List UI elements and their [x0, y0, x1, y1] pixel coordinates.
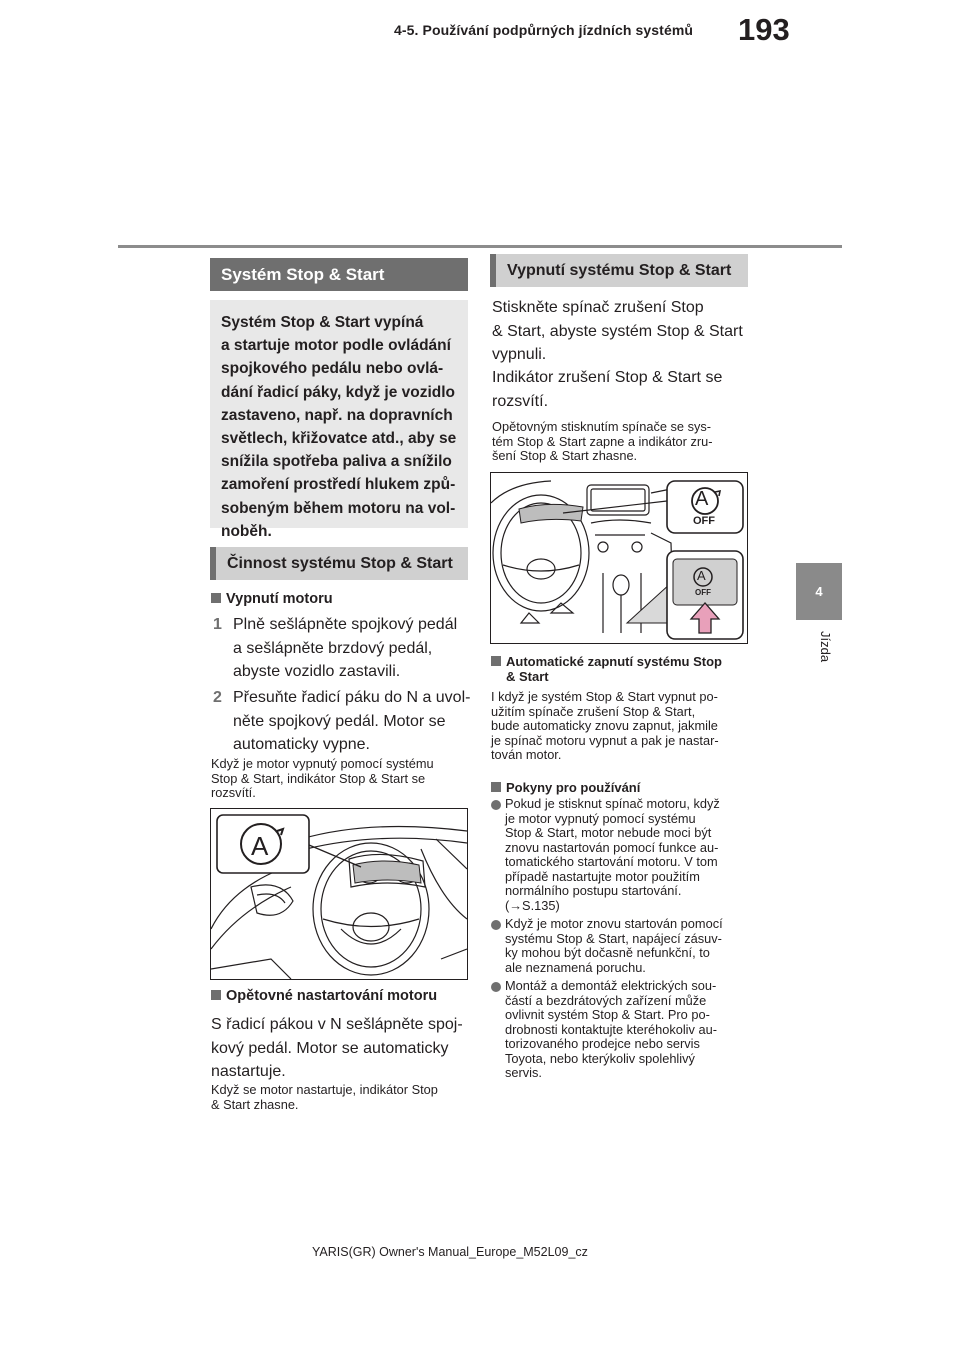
indicator-text [492, 366, 754, 413]
bullet-line: Pokud je stisknut spínač motoru, když [505, 796, 720, 811]
bullet-line: případě nastartujte motor použitím [505, 868, 700, 884]
list-item [491, 797, 755, 913]
intro-line: Systém Stop & Start vypíná [221, 314, 424, 331]
bullet-dot-icon [491, 800, 501, 810]
indicator-a-label: A [695, 488, 709, 510]
note-line: šení Stop & Start zhasne. [492, 448, 638, 463]
indicator-line: rozsvítí. [492, 392, 549, 410]
engine-off-note [211, 757, 473, 801]
disable-line: & Start, abyste systém Stop & Start [492, 322, 743, 340]
auto-on-heading: Automatické zapnutí systému Stop & Start [491, 654, 753, 684]
bullet-line: drobnosti kontaktujte kteréhokoliv au- [505, 1021, 717, 1037]
restart-line: S řadicí pákou v N sešlápněte spoj- [211, 1016, 463, 1033]
bullet-dot-icon [491, 920, 501, 930]
step-line: Přesuňte řadicí páku do N a uvol- [233, 689, 471, 706]
dashboard-illustration [210, 808, 468, 980]
switch-a-label: A [697, 568, 706, 583]
square-bullet-icon [491, 656, 501, 666]
note-line: Opětovným stisknutím spínače se sys- [492, 419, 712, 434]
bullet-line: (→S.135) [505, 897, 560, 913]
bullet-line: znovu nastartován pomocí funkce au- [505, 839, 719, 855]
square-bullet-icon [211, 990, 221, 1000]
auto-on-line: je spínač motoru vypnut a pak je nastar- [491, 732, 719, 748]
list-item [491, 917, 755, 975]
switch-off-label: OFF [695, 588, 711, 597]
operation-title: Činnost systému Stop & Start [210, 547, 468, 580]
step-number: 1 [213, 616, 222, 633]
steering-wheel-illustration [211, 809, 467, 979]
intro-line: zastaveno, např. na dopravních [221, 406, 453, 424]
restart-line: kový pedál. Motor se automaticky [211, 1039, 449, 1057]
disable-line: Stiskněte spínač zrušení Stop [492, 299, 704, 316]
step-number: 2 [213, 689, 222, 706]
note-line: tém Stop & Start zapne a indikátor zru- [492, 433, 713, 449]
step-line: a sešlápněte brzdový pedál, [233, 639, 433, 657]
bullet-line: Když je motor znovu startován pomocí [505, 916, 723, 931]
bullet-line: ovlivnit systém Stop & Start. Pro po- [505, 1007, 710, 1022]
note-line: Když je motor vypnutý pomocí systému [211, 756, 434, 771]
intro-line: zamoření prostředí hlukem způ- [221, 476, 456, 494]
auto-on-line: tován motor. [491, 747, 562, 762]
chapter-tab[interactable]: 4 [796, 563, 842, 620]
step-line: abyste vozidlo zastavili. [233, 663, 401, 680]
intro-line: snížila spotřeba paliva a snížilo [221, 453, 452, 471]
bullet-line: Toyota, nebo kterýkoliv spolehlivý [505, 1050, 695, 1066]
step-line: Plně sešlápněte spojkový pedál [233, 616, 458, 633]
bullet-line: ale neznamená poruchu. [505, 959, 646, 975]
note-line: Když se motor nastartuje, indikátor Stop [211, 1082, 438, 1097]
bullet-line: servis. [505, 1065, 542, 1080]
intro-line: sobeným během motoru na vol- [221, 499, 456, 517]
intro-line: noběh. [221, 522, 272, 540]
bullet-dot-icon [491, 982, 501, 992]
engine-off-heading: Vypnutí motoru [211, 591, 333, 607]
intro-line: a startuje motor podle ovládání [221, 337, 451, 355]
dashboard-switch-illustration [491, 473, 747, 643]
note-line: rozsvítí. [211, 785, 256, 800]
intro-line: světlech, křižovatce atd., aby se [221, 430, 457, 448]
bullet-line: je motor vypnutý pomocí systému [505, 810, 696, 826]
auto-on-line: užitím spínače zrušení Stop & Start, [491, 703, 696, 719]
restart-line: nastartuje. [211, 1063, 286, 1080]
auto-on-text [491, 690, 753, 763]
switch-illustration [490, 472, 748, 644]
note-line: & Start zhasne. [211, 1096, 299, 1112]
bullet-line: ky mohou být dočasně nefunkční, to [505, 945, 710, 960]
restart-note [211, 1083, 473, 1112]
auto-on-heading-line: & Start [506, 669, 549, 684]
repress-note [492, 420, 754, 464]
step-line: automaticky vypne. [233, 736, 370, 753]
footer-text: YARIS(GR) Owner's Manual_Europe_M52L09_cz [312, 1245, 588, 1259]
bullet-line: systému Stop & Start, napájecí zásuv- [505, 930, 722, 946]
page-number: 193 [738, 12, 790, 47]
restart-text [211, 1013, 473, 1084]
section-header: 4-5. Používání podpůrných jízdních systémů [394, 22, 694, 38]
step-2 [213, 686, 475, 757]
square-bullet-icon [211, 593, 221, 603]
header-rule [118, 245, 842, 248]
bullet-line: Montáž a demontáž elektrických sou- [505, 978, 717, 993]
indicator-off-label: OFF [693, 515, 715, 527]
bullet-line: normálního postupu startování. [505, 883, 682, 898]
disable-line: vypnuli. [492, 346, 547, 363]
instructions-list [491, 797, 755, 1085]
intro-line: dání řadicí páky, když je vozidlo [221, 383, 456, 401]
instructions-heading: Pokyny pro používání [491, 780, 640, 795]
intro-box [210, 300, 468, 540]
note-line: Stop & Start, indikátor Stop & Start se [211, 770, 426, 786]
list-item [491, 979, 755, 1081]
bullet-line: částí a bezdrátových zařízení může [505, 992, 707, 1008]
step-line: něte spojkový pedál. Motor se [233, 712, 446, 730]
disable-title: Vypnutí systému Stop & Start [490, 254, 748, 287]
indicator-line: Indikátor zrušení Stop & Start se [492, 369, 723, 386]
step-1 [213, 613, 475, 684]
intro-line: spojkového pedálu nebo ovlá- [221, 360, 444, 378]
bullet-line: torizovaného prodejce nebo servis [505, 1036, 700, 1051]
main-title: Systém Stop & Start [210, 258, 468, 291]
bullet-line: Stop & Start, motor nebude moci být [505, 825, 712, 840]
square-bullet-icon [491, 782, 501, 792]
chapter-label: Jízda [818, 631, 833, 663]
indicator-a-label: A [251, 831, 269, 861]
bullet-line: tomatického startování motoru. V tom [505, 854, 718, 869]
restart-heading: Opětovné nastartování motoru [211, 988, 437, 1004]
disable-text [492, 296, 754, 367]
auto-on-line: bude automaticky znovu zapnut, jakmile [491, 718, 718, 733]
auto-on-line: I když je systém Stop & Start vypnut po- [491, 689, 718, 704]
